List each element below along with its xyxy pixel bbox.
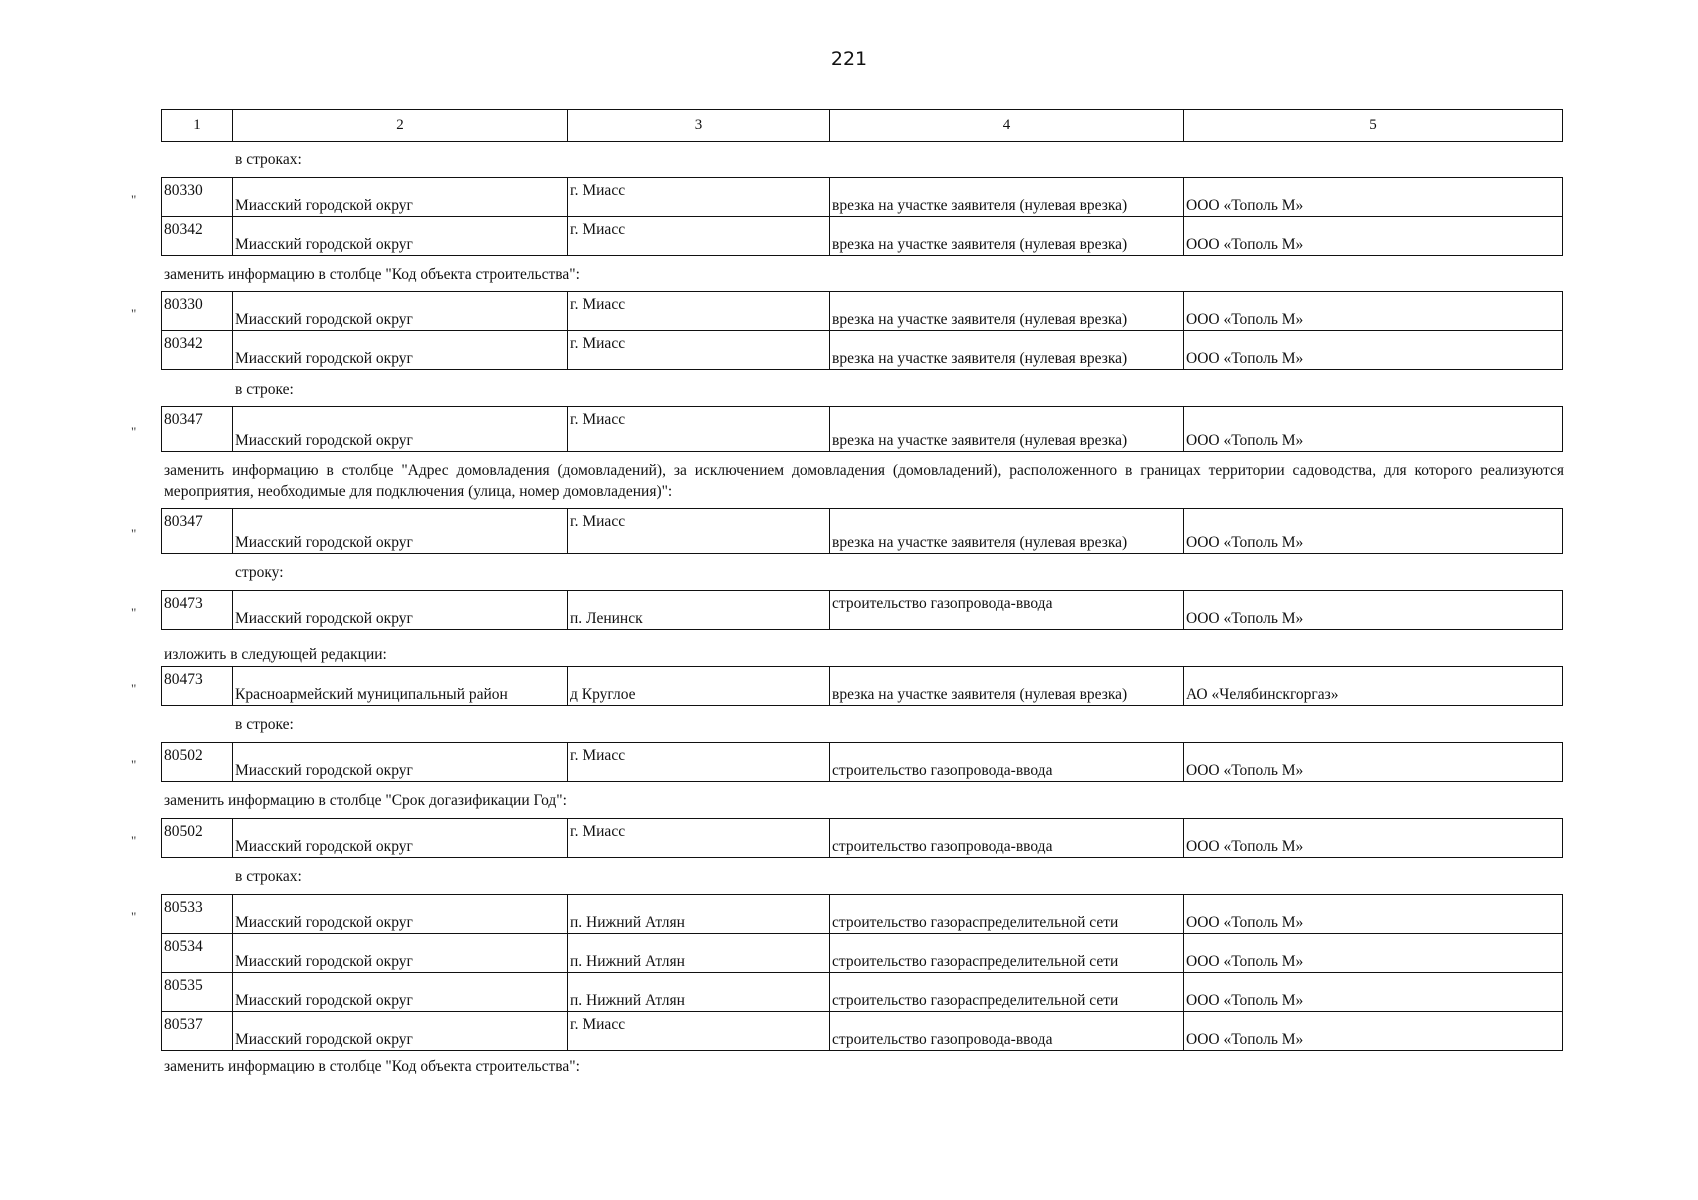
amendment-table xyxy=(161,590,1563,630)
code-cell: 80342 xyxy=(162,331,233,370)
quote-mark: " xyxy=(131,526,137,541)
quote-mark: " xyxy=(131,681,137,696)
amendment-table xyxy=(161,406,1563,452)
organization-cell: ООО «Тополь М» xyxy=(1184,1012,1563,1051)
locality-cell: г. Миасс xyxy=(568,292,830,331)
amendment-table xyxy=(161,508,1563,554)
municipality-cell: Миасский городской округ xyxy=(233,217,568,256)
locality-cell: п. Ленинск xyxy=(568,591,830,630)
locality-cell: г. Миасс xyxy=(568,407,830,452)
code-cell: 80537 xyxy=(162,1012,233,1051)
amendment-table xyxy=(161,291,1563,370)
table-row xyxy=(162,1012,1563,1051)
quote-mark: " xyxy=(131,306,137,321)
code-cell: 80502 xyxy=(162,743,233,782)
quote-mark: " xyxy=(131,757,137,772)
code-cell: 80330 xyxy=(162,292,233,331)
table-row xyxy=(162,178,1563,217)
page-number: 221 xyxy=(830,48,868,70)
instruction-text: заменить информацию в столбце "Срок догазификации Год": xyxy=(164,792,567,809)
municipality-cell: Миасский городской округ xyxy=(233,973,568,1012)
table-row xyxy=(162,819,1563,858)
locality-cell: г. Миасс xyxy=(568,217,830,256)
municipality-cell: Миасский городской округ xyxy=(233,591,568,630)
work-type-cell: врезка на участке заявителя (нулевая врезка) xyxy=(830,667,1184,706)
table-row xyxy=(162,331,1563,370)
instruction-text: изложить в следующей редакции: xyxy=(164,646,387,663)
organization-cell: ООО «Тополь М» xyxy=(1184,407,1563,452)
organization-cell: ООО «Тополь М» xyxy=(1184,509,1563,554)
instruction-text: заменить информацию в столбце "Код объекта строительства": xyxy=(164,1058,580,1075)
instruction-text: в строках: xyxy=(235,868,302,885)
organization-cell: ООО «Тополь М» xyxy=(1184,178,1563,217)
quote-mark: " xyxy=(131,605,137,620)
code-cell: 80535 xyxy=(162,973,233,1012)
work-type-cell: строительство газопровода-ввода xyxy=(830,743,1184,782)
organization-cell: АО «Челябинскгоргаз» xyxy=(1184,667,1563,706)
table-row xyxy=(162,895,1563,934)
table-row xyxy=(162,743,1563,782)
table-row xyxy=(162,667,1563,706)
locality-cell: г. Миасс xyxy=(568,178,830,217)
locality-cell: г. Миасс xyxy=(568,819,830,858)
work-type-cell: строительство газораспределительной сети xyxy=(830,934,1184,973)
work-type-cell: строительство газопровода-ввода xyxy=(830,819,1184,858)
work-type-cell: врезка на участке заявителя (нулевая врезка) xyxy=(830,292,1184,331)
municipality-cell: Миасский городской округ xyxy=(233,895,568,934)
code-cell: 80533 xyxy=(162,895,233,934)
work-type-cell: строительство газопровода-ввода xyxy=(830,1012,1184,1051)
municipality-cell: Миасский городской округ xyxy=(233,743,568,782)
table-row xyxy=(162,973,1563,1012)
instruction-text: заменить информацию в столбце "Адрес домовладения (домовладений), за исключением домовладения (домовладений), расположенного в границах территории садоводства, для которого реализуются мероприятия, необходимые для подключения (улица, номер домовладения)": xyxy=(164,462,1564,500)
work-type-cell: врезка на участке заявителя (нулевая врезка) xyxy=(830,509,1184,554)
organization-cell: ООО «Тополь М» xyxy=(1184,895,1563,934)
amendment-table xyxy=(161,177,1563,256)
locality-cell: п. Нижний Атлян xyxy=(568,895,830,934)
work-type-cell: строительство газораспределительной сети xyxy=(830,895,1184,934)
municipality-cell: Миасский городской округ xyxy=(233,509,568,554)
work-type-cell: строительство газораспределительной сети xyxy=(830,973,1184,1012)
municipality-cell: Миасский городской округ xyxy=(233,1012,568,1051)
locality-cell: п. Нижний Атлян xyxy=(568,934,830,973)
locality-cell: г. Миасс xyxy=(568,743,830,782)
municipality-cell: Миасский городской округ xyxy=(233,819,568,858)
instruction-text: заменить информацию в столбце "Код объекта строительства": xyxy=(164,266,580,283)
work-type-cell: строительство газопровода-ввода xyxy=(830,591,1184,630)
quote-mark: " xyxy=(131,833,137,848)
work-type-cell: врезка на участке заявителя (нулевая врезка) xyxy=(830,407,1184,452)
code-cell: 80502 xyxy=(162,819,233,858)
header-cell-1: 1 xyxy=(162,110,233,142)
locality-cell: п. Нижний Атлян xyxy=(568,973,830,1012)
organization-cell: ООО «Тополь М» xyxy=(1184,819,1563,858)
instruction-text: в строке: xyxy=(235,716,294,733)
code-cell: 80347 xyxy=(162,407,233,452)
organization-cell: ООО «Тополь М» xyxy=(1184,331,1563,370)
code-cell: 80473 xyxy=(162,591,233,630)
table-row xyxy=(162,217,1563,256)
locality-cell: г. Миасс xyxy=(568,331,830,370)
header-cell-3: 3 xyxy=(568,110,830,142)
table-row xyxy=(162,292,1563,331)
organization-cell: ООО «Тополь М» xyxy=(1184,973,1563,1012)
amendment-table xyxy=(161,894,1563,1051)
table-row xyxy=(162,509,1563,554)
municipality-cell: Красноармейский муниципальный район xyxy=(233,667,568,706)
organization-cell: ООО «Тополь М» xyxy=(1184,591,1563,630)
code-cell: 80342 xyxy=(162,217,233,256)
amendment-table xyxy=(161,666,1563,706)
organization-cell: ООО «Тополь М» xyxy=(1184,743,1563,782)
work-type-cell: врезка на участке заявителя (нулевая врезка) xyxy=(830,178,1184,217)
code-cell: 80534 xyxy=(162,934,233,973)
instruction-text: в строках: xyxy=(235,151,302,168)
header-cell-5: 5 xyxy=(1184,110,1563,142)
instruction-text: в строке: xyxy=(235,381,294,398)
code-cell: 80473 xyxy=(162,667,233,706)
code-cell: 80347 xyxy=(162,509,233,554)
code-cell: 80330 xyxy=(162,178,233,217)
quote-mark: " xyxy=(131,192,137,207)
quote-mark: " xyxy=(131,424,137,439)
work-type-cell: врезка на участке заявителя (нулевая врезка) xyxy=(830,217,1184,256)
municipality-cell: Миасский городской округ xyxy=(233,407,568,452)
municipality-cell: Миасский городской округ xyxy=(233,292,568,331)
municipality-cell: Миасский городской округ xyxy=(233,178,568,217)
amendment-table xyxy=(161,742,1563,782)
header-cell-2: 2 xyxy=(233,110,568,142)
work-type-cell: врезка на участке заявителя (нулевая врезка) xyxy=(830,331,1184,370)
instruction-text: строку: xyxy=(235,564,284,581)
table-row xyxy=(162,407,1563,452)
locality-cell: г. Миасс xyxy=(568,1012,830,1051)
table-row xyxy=(162,591,1563,630)
quote-mark: " xyxy=(131,909,137,924)
locality-cell: д Круглое xyxy=(568,667,830,706)
municipality-cell: Миасский городской округ xyxy=(233,934,568,973)
header-cell-4: 4 xyxy=(830,110,1184,142)
table-row xyxy=(162,934,1563,973)
amendment-table xyxy=(161,818,1563,858)
organization-cell: ООО «Тополь М» xyxy=(1184,934,1563,973)
municipality-cell: Миасский городской округ xyxy=(233,331,568,370)
locality-cell: г. Миасс xyxy=(568,509,830,554)
organization-cell: ООО «Тополь М» xyxy=(1184,217,1563,256)
organization-cell: ООО «Тополь М» xyxy=(1184,292,1563,331)
